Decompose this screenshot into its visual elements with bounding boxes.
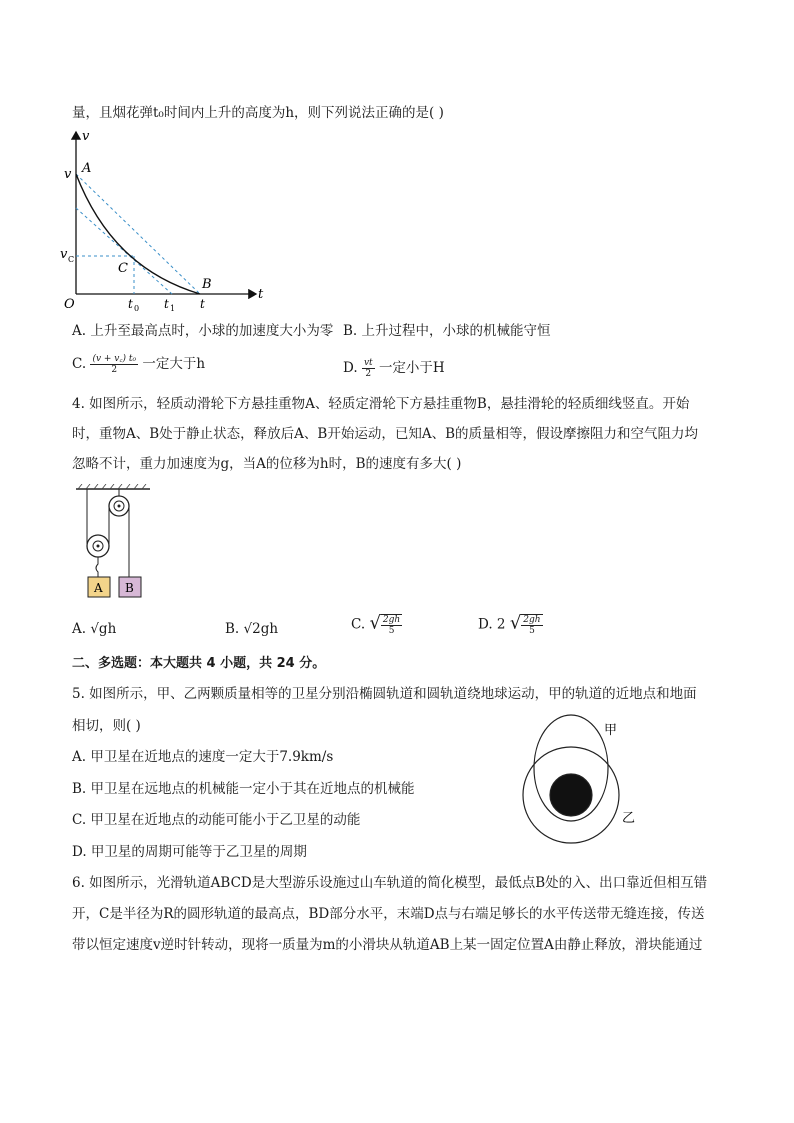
q3-option-C-numerator: (v + v꜀) t₀ [92,354,137,364]
chord-line-dashed [76,174,200,294]
q6-line-2: 开，C是半径为R的圆形轨道的最高点，BD部分水平，末端D点与右端足够长的水平传送带无缝连接，传送 [72,906,705,922]
tick-t1-sub: 1 [170,304,176,313]
q3-option-D-denominator: 2 [365,369,372,379]
moving-pulley-hook [96,557,98,577]
q6-line-1: 6. 如图所示，光滑轨道ABCD是大型游乐设施过山车轨道的简化模型，最低点B处的入、出口靠近但相互错 [72,875,708,891]
q3-option-D-numerator: vt [363,358,373,368]
tick-t: t [200,297,205,311]
q3-option-C-prefix: C. [72,356,87,372]
block-A-label: A [94,581,103,595]
q3-option-B: B. 上升过程中，小球的机械能守恒 [343,323,551,339]
label-jia: 甲 [604,723,618,738]
q5-option-D: D. 甲卫星的周期可能等于乙卫星的周期 [72,844,307,860]
q3-option-D-prefix: D. [343,360,358,376]
q4-line-2: 时，重物A、B处于静止状态，释放后A、B开始运动，已知A、B的质量相等，假设摩擦阻力和空气阻力均 [72,426,699,442]
section-2-heading: 二、多选题：本大题共 4 小题，共 24 分。 [72,656,326,671]
q4-option-D-fraction [521,614,542,636]
q5-option-C: C. 甲卫星在近地点的动能可能小于乙卫星的动能 [72,812,361,828]
tick-t0: t [128,297,133,311]
q4-pulley-figure [70,484,160,604]
label-vc: v [60,247,68,262]
point-B-label: B [202,277,212,292]
q4-option-C-numerator: 2gh [382,615,401,625]
q4-option-C-sqrt: √ [369,612,381,634]
q3-option-C-fraction [90,354,138,375]
q4-option-C [351,614,402,636]
q3-option-C-suffix: 一定大于h [142,356,206,372]
point-C-label: C [118,261,128,276]
q4-option-B: B. √2gh [225,621,279,637]
q3-option-A: A. 上升至最高点时，小球的加速度大小为零 [72,323,334,339]
fixed-pulley-axle [118,505,121,508]
origin-label: O [64,297,75,312]
q4-option-D-prefix: D. 2 [478,616,506,633]
q4-option-D-numerator: 2gh [523,615,541,625]
q4-line-1: 4. 如图所示，轻质动滑轮下方悬挂重物A、轻质定滑轮下方悬挂重物B，悬挂滑轮的轻质细线竖直。开始 [72,396,690,412]
q6-line-3: 带以恒定速度v逆时针转动，现将一质量为m的小滑块从轨道AB上某一固定位置A由静止释放，滑块能通过 [72,937,703,953]
label-yi: 乙 [622,811,636,826]
q4-option-A: A. √gh [72,621,117,637]
q3-option-C [72,354,205,375]
axis-label-v: v [82,129,90,144]
q3-option-D-suffix: 一定小于H [378,360,445,376]
q3-stem-tail: 量，且烟花弹t₀时间内上升的高度为h，则下列说法正确的是( ) [72,105,444,121]
q5-option-A: A. 甲卫星在近地点的速度一定大于7.9km/s [72,749,334,765]
q3-option-C-denominator: 2 [111,365,118,375]
q5-orbit-figure [518,708,648,848]
moving-pulley-axle [97,545,100,548]
q4-line-3: 忽略不计，重力加速度为g，当A的位移为h时，B的速度有多大( ) [72,456,462,472]
q3-vt-graph [60,126,280,316]
q4-option-C-denominator: 5 [388,626,395,636]
q3-option-D-fraction [362,358,375,379]
q3-option-D [343,358,445,379]
q4-option-C-fraction [381,614,402,636]
q5-line-2: 相切，则( ) [72,718,141,734]
earth [550,774,592,816]
tick-t1: t [164,297,169,311]
q4-option-D-denominator: 5 [529,626,535,636]
q5-line-1: 5. 如图所示，甲、乙两颗质量相等的卫星分别沿椭圆轨道和圆轨道绕地球运动，甲的轨道的近地点和地面 [72,686,697,702]
q4-option-D-sqrt: √ [509,612,522,634]
q4-option-D [478,614,543,636]
q5-option-B: B. 甲卫星在远地点的机械能一定小于其在近地点的机械能 [72,781,415,797]
label-vc-sub: C [68,255,75,264]
block-B-label: B [125,581,134,595]
axis-label-t: t [258,287,264,302]
q4-option-C-prefix: C. [351,616,366,633]
tick-t0-sub: 0 [134,304,140,313]
point-A-label: A [82,161,92,176]
label-v-initial: v [64,167,72,182]
